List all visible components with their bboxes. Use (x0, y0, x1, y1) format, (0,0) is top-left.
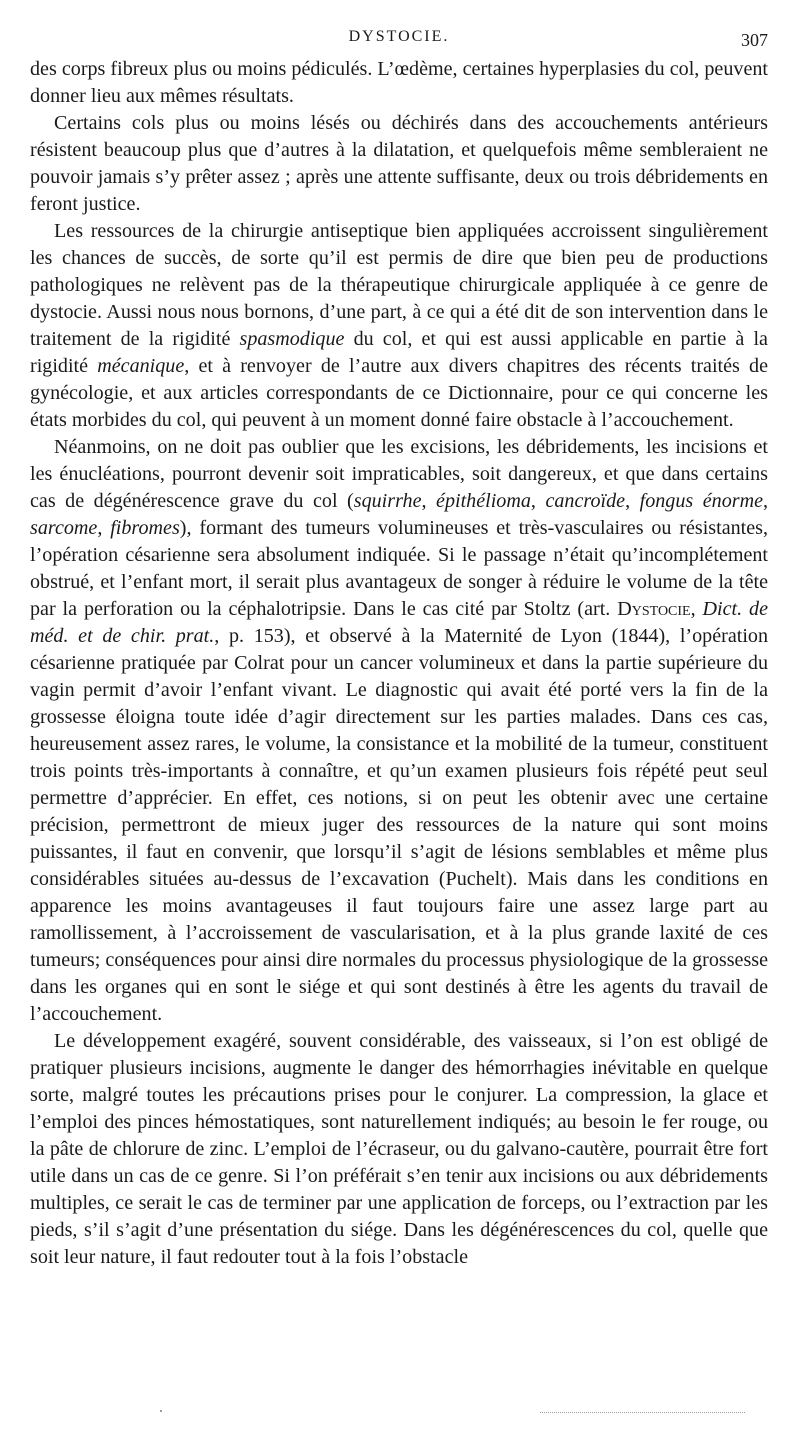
italic-term: fibromes (110, 517, 180, 539)
text-run: Les ressources de la chirurgie antiseptique bien appliquées accroissent singulièrement les chances de succès, de sorte qu’il est permis de dire que bien peu de productions pathologiques ne relèvent pas de la thérapeutique chirurgicale appliquée à ce genre de dystocie. Aussi nous nous bornons, d’une part, à ce qui a été dit de son intervention dans le traitement de la rigidité (30, 220, 768, 350)
footer-mark (160, 1410, 162, 1412)
italic-term: fongus énorme (639, 490, 763, 512)
italic-term: cancroïde (545, 490, 626, 512)
text-run: ), formant des tumeurs volumineuses et très-vasculaires ou résistantes, l’opération césarienne sera absolument indiquée. Si le passage n’était qu’incomplétement obstrué, et l’enfant mort, il serait plus avantageux de songer à réduire le volume de la tête par la perforation ou la céphalotripsie. Dans le cas cité par Stoltz (art. (30, 517, 769, 620)
paragraph-text: Le développement exagéré, souvent considérable, des vaisseaux, si l’on est obligé de pratiquer plusieurs incisions, augmente le danger des hémorrhagies inévitable en quelque sorte, malgré toutes les précautions prises pour le conjurer. La compression, la glace et l’emploi des pinces hémostatiques, sont naturellement indiqués; au besoin le fer rouge, ou la pâte de chlorure de zinc. L’emploi de l’écraseur, ou du galvano-cautère, pourrait être fort utile dans un cas de ce genre. Si l’on préférait s’en tenir aux incisions ou aux débridements multiples, ce serait le cas de terminer par une application de forceps, ou l’extraction par les pieds, s’il s’agit d’une présentation du siége. Dans les dégénérescences du col, quelle que soit leur nature, il faut redouter tout à la fois l’obstacle (30, 1030, 768, 1268)
italic-citation: Dict. de méd. et de chir. prat. (30, 598, 769, 647)
running-title: DYSTOCIE. (348, 28, 450, 45)
text-run: du col, et qui est aussi applicable en partie à la rigidité (30, 328, 768, 377)
text-run: , (625, 490, 640, 512)
italic-term: mécanique (97, 355, 185, 377)
paragraph (30, 218, 768, 434)
paragraph (30, 1028, 768, 1271)
text-run: Néanmoins, on ne doit pas oublier que les excisions, les débridements, les incisions et les énucléations, pourront devenir soit impraticables, soit dangereux, et que dans certains cas de dégénérescence grave du col ( (30, 436, 768, 512)
paragraph (30, 110, 768, 218)
paragraph-text: des corps fibreux plus ou moins pédiculés. L’œdème, certaines hyperplasies du col, peuvent donner lieu aux mêmes résultats. (30, 58, 768, 107)
italic-term: épithélioma (436, 490, 531, 512)
text-run: , (97, 517, 111, 539)
paragraph-text: Certains cols plus ou moins lésés ou déchirés dans des accouchements antérieurs résistent beaucoup plus que d’autres à la dilatation, et quelquefois même sembleraient ne pouvoir jamais s’y prêter assez ; après une attente suffisante, deux ou trois débridements en feront justice. (30, 112, 768, 215)
text-run: , (421, 490, 437, 512)
italic-term: sarcome (30, 517, 98, 539)
page-number: 307 (741, 30, 768, 50)
text-run: , (530, 490, 546, 512)
body-text (30, 56, 768, 1271)
text-run: , p. 153), et observé à la Maternité de Lyon (1844), l’opération césarienne pratiquée par Colrat pour un cancer volumineux et dans la partie supérieure du vagin permit d’avoir l’enfant vivant. Le diagnostic qui avait été porté vers la fin de la grossesse éloigna toute idée d’agir directement sur les parties malades. Dans ces cas, heureusement assez rares, le volume, la consistance et la mobilité de la tumeur, constituent trois points très-importants à connaître, et qu’un examen plusieurs fois répété peut seul permettre d’apprécier. En effet, ces notions, si on peut les obtenir avec une certaine précision, permettront de mieux juger des ressources de la nature qui sont moins puissantes, il faut en convenir, que lorsqu’il s’agit de lésions semblables et même plus considérables situées au-dessus de l’excavation (Puchelt). Mais dans les conditions en apparence les moins avantageuses il faut toujours faire une assez large part au ramollissement, à l’accroissement de vascularisation, et à la plus grande laxité de ces tumeurs; conséquences pour ainsi dire normales du processus physiologique de la grossesse dans les organes qui en sont le siége et qui sont destinés à être les agents du travail de l’accouchement. (30, 625, 768, 1025)
paragraph (30, 434, 768, 1028)
book-page (30, 26, 768, 1271)
text-run: , et à renvoyer de l’autre aux divers chapitres des récents traités de gynécologie, et aux articles correspondants de ce Dictionnaire, pour ce qui concerne les états morbides du col, qui peuvent à un moment donné faire obstacle à l’accouchement. (30, 355, 768, 431)
running-head (30, 26, 768, 50)
text-run: , (763, 490, 769, 512)
footer-rule (540, 1412, 745, 1413)
italic-term: squirrhe (353, 490, 422, 512)
italic-term: spasmodique (239, 328, 345, 350)
text-run: , (690, 598, 703, 620)
small-caps-term: Dystocie (617, 598, 691, 620)
paragraph-continued (30, 56, 768, 110)
